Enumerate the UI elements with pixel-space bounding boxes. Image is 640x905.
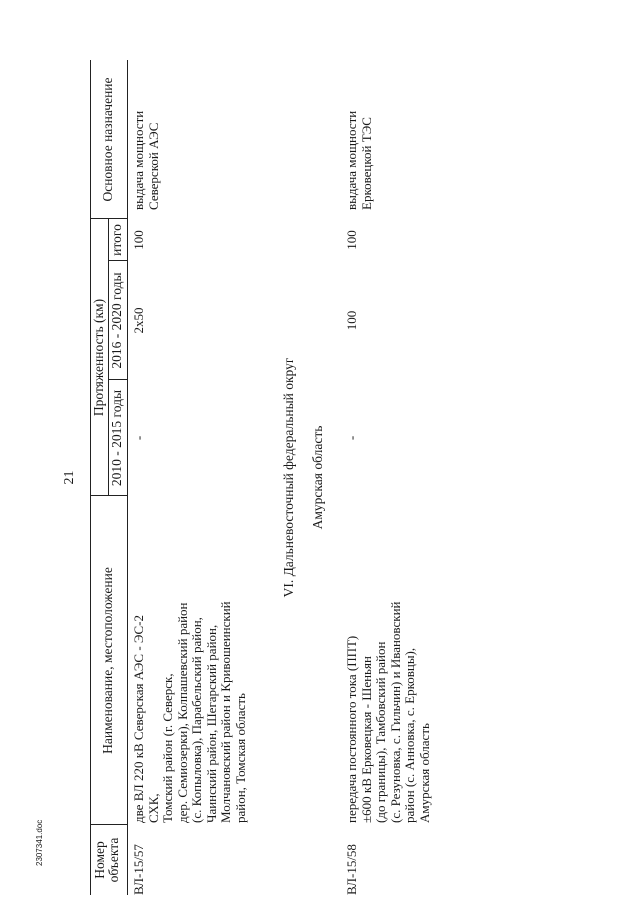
row-purpose — [345, 60, 374, 210]
header-bottom-rule — [127, 60, 128, 895]
row-km-total: 100 — [344, 230, 359, 250]
header-2016-2020: 2016 - 2020 годы — [109, 272, 124, 369]
name-line: район, Томская область — [232, 693, 248, 823]
name-line: Амурская область — [416, 723, 432, 823]
subsection-title: Амурская область — [310, 425, 325, 530]
row-object-id: ВЛ-15/57 — [131, 844, 146, 895]
row-km-2016-2020: 2x50 — [131, 307, 146, 334]
page-number: 21 — [62, 470, 77, 485]
name-line: (с. Копыловка), Парабельский район, — [189, 617, 204, 823]
name-line: район (с. Анновка, с. Ерковцы), — [402, 647, 417, 823]
footer-filename: 2307341.doc — [35, 819, 44, 866]
purpose-line: выдача мощности — [344, 110, 359, 210]
name-line: Томский район (г. Северск, — [160, 673, 175, 823]
name-line: ±600 кВ Ерковецкая - Шеньян — [358, 656, 374, 823]
name-line: (до границы), Тамбовский район — [373, 641, 388, 823]
purpose-line: выдача мощности — [131, 110, 146, 210]
header-2010-2015: 2010 - 2015 годы — [109, 389, 124, 487]
header-length-group: Протяженность (км) — [91, 298, 106, 417]
row-name-location — [132, 493, 248, 823]
name-line: передача постоянного тока (ППТ) — [344, 635, 359, 823]
row-purpose — [132, 60, 161, 210]
purpose-line: Ерковецкой ТЭС — [358, 117, 374, 210]
purpose-line: Северской АЭС — [145, 122, 161, 210]
section-title: VI. Дальневосточный федеральный округ — [281, 357, 296, 598]
header-top-rule — [90, 60, 91, 895]
name-line: дер. Семиозерки), Колпашевский район — [174, 602, 190, 823]
row-name-location — [345, 493, 432, 823]
rotated-page — [62, 60, 582, 895]
row-km-2016-2020: 100 — [344, 310, 359, 331]
name-line: СХК, — [145, 793, 161, 823]
name-line: Молчановский район и Кривошеинский — [218, 601, 233, 823]
row-km-total: 100 — [131, 230, 146, 250]
name-line: Чаинский район, Шегарский район, — [203, 624, 219, 823]
header-total: итого — [109, 224, 124, 256]
row-km-2010-2015: - — [131, 435, 146, 441]
row-object-id: ВЛ-15/58 — [344, 844, 359, 895]
header-object-number: Номер объекта — [92, 837, 121, 883]
row-km-2010-2015: - — [344, 435, 359, 441]
header-name-location: Наименование, местоположение — [100, 567, 115, 754]
name-line: (с. Резуновка, с. Гильчин) и Ивановский — [387, 601, 403, 823]
name-line: две ВЛ 220 кВ Северская АЭС - ЭС-2 — [131, 615, 146, 823]
header-purpose: Основное назначение — [100, 77, 115, 202]
